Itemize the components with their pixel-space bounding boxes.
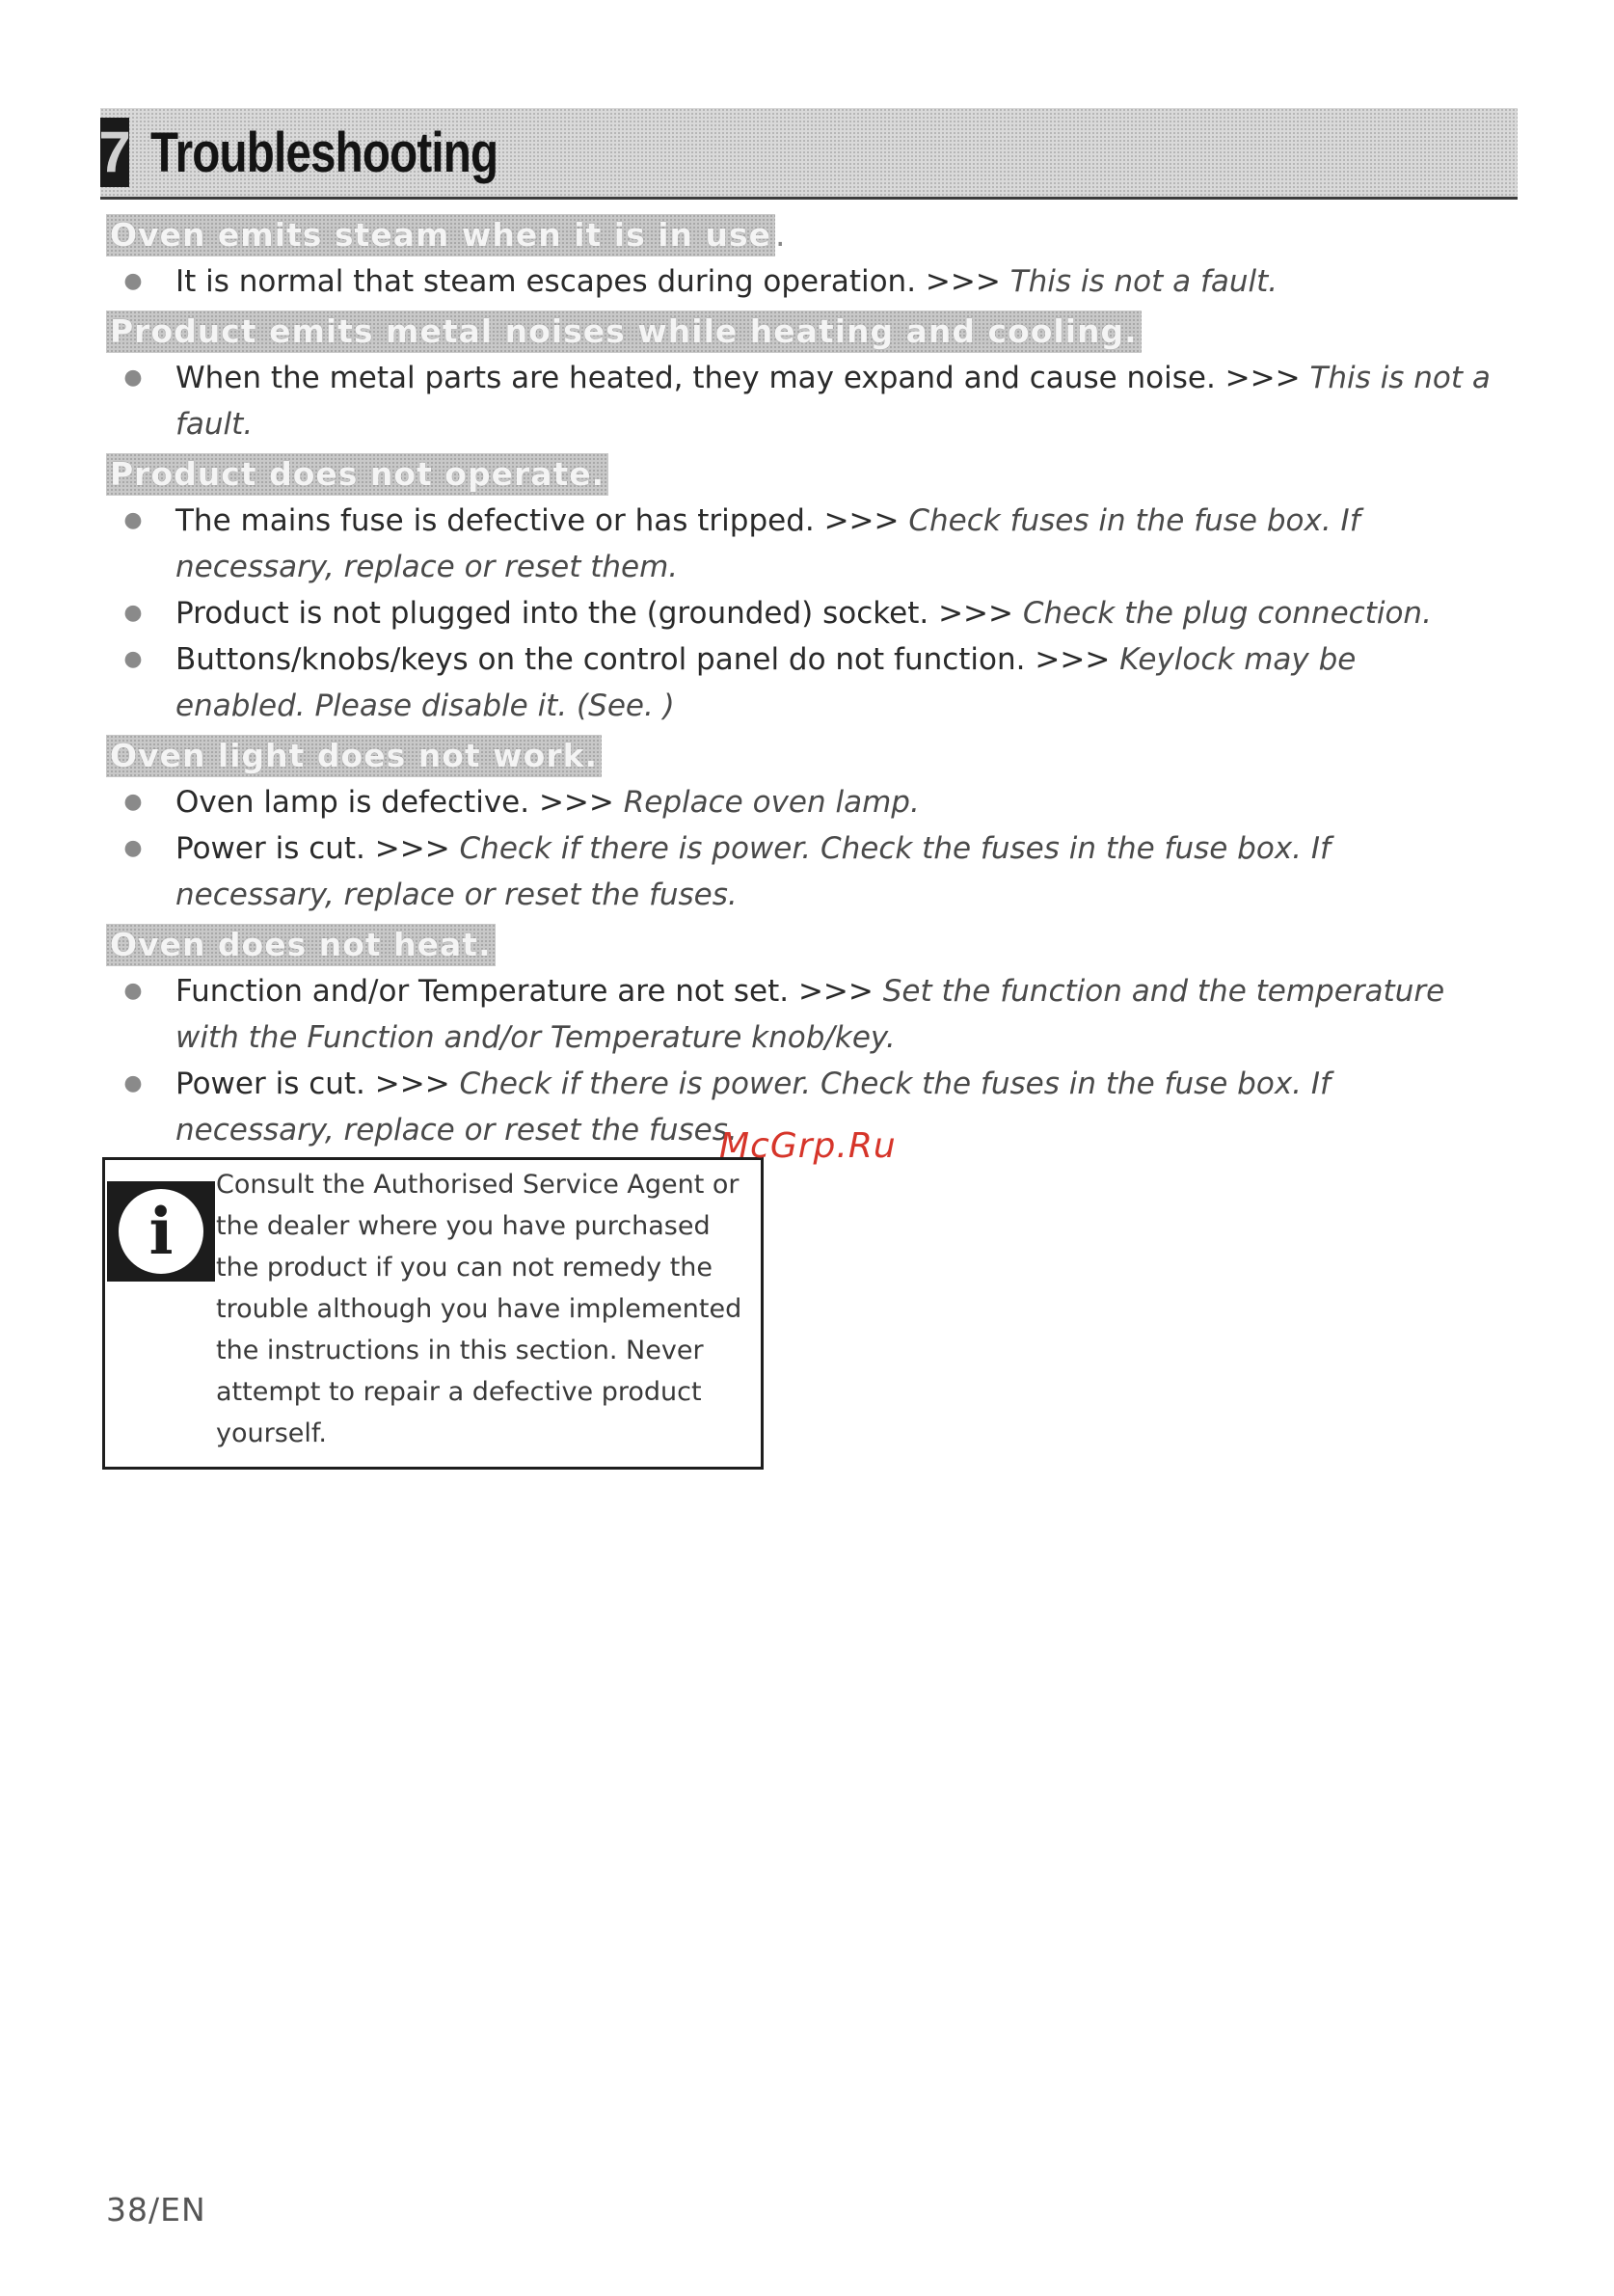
info-icon <box>107 1181 215 1282</box>
watermark: McGrp.Ru <box>719 1126 897 1166</box>
list-item <box>106 968 1494 1061</box>
list-item <box>106 498 1494 590</box>
info-symbol: i <box>119 1189 203 1274</box>
item-remedy: Check fuses in the fuse box. If necessary, replace or reset them. <box>175 503 1360 584</box>
chapter-number: 7 <box>100 118 129 187</box>
section-heading: Product does not operate. <box>106 453 608 496</box>
section-does-not-heat <box>106 918 1494 1153</box>
section-light-not-work <box>106 729 1494 918</box>
item-list <box>106 355 1494 447</box>
section-does-not-operate <box>106 447 1494 729</box>
list-item <box>106 590 1494 636</box>
bullet-icon: ● <box>123 365 143 390</box>
item-cause: Oven lamp is defective. >>> <box>175 785 624 820</box>
troubleshooting-content <box>106 208 1494 1153</box>
bullet-icon: ● <box>123 601 143 625</box>
item-cause: It is normal that steam escapes during operation. >>> <box>175 264 1010 299</box>
info-note-text: Consult the Authorised Service Agent or the dealer where you have purchased the product if you can not remedy the trouble although you have implemented the instructions in this section. Never attempt to repair a defective product yourself. <box>216 1170 742 1448</box>
bullet-icon: ● <box>123 979 143 1003</box>
bullet-icon: ● <box>123 508 143 532</box>
bullet-icon: ● <box>123 836 143 860</box>
info-note-box <box>102 1157 764 1470</box>
item-cause: Product is not plugged into the (grounded) socket. >>> <box>175 596 1023 631</box>
section-metal-noises <box>106 305 1494 447</box>
chapter-title: Troubleshooting <box>150 122 498 184</box>
item-remedy: Check if there is power. Check the fuses in the fuse box. If necessary, replace or reset the fuses. <box>175 1067 1331 1148</box>
item-remedy: Check the plug connection. <box>1022 596 1432 631</box>
item-remedy: Keylock may be enabled. Please disable it. (See. ) <box>175 642 1357 723</box>
item-cause: Power is cut. >>> <box>175 831 460 866</box>
bullet-icon: ● <box>123 647 143 671</box>
list-item <box>106 355 1494 447</box>
section-heading: Oven emits steam when it is in use <box>106 214 775 257</box>
item-cause: Power is cut. >>> <box>175 1067 460 1101</box>
section-heading: Oven does not heat. <box>106 924 496 966</box>
chapter-header <box>100 108 1518 200</box>
item-cause: The mains fuse is defective or has tripped. >>> <box>175 503 909 538</box>
item-remedy: Check if there is power. Check the fuses in the fuse box. If necessary, replace or reset the fuses. <box>175 831 1331 912</box>
list-item <box>106 258 1494 305</box>
heading-trailing: . <box>775 216 786 254</box>
list-item <box>106 636 1494 729</box>
bullet-icon: ● <box>123 269 143 293</box>
list-item <box>106 779 1494 825</box>
item-cause: When the metal parts are heated, they may expand and cause noise. >>> <box>175 361 1310 395</box>
item-remedy: This is not a fault. <box>1009 264 1278 299</box>
section-heading: Product emits metal noises while heating and cooling. <box>106 311 1142 353</box>
item-list <box>106 258 1494 305</box>
list-item <box>106 825 1494 918</box>
item-list <box>106 779 1494 918</box>
item-remedy: Set the function and the temperature with the Function and/or Temperature knob/key. <box>175 974 1445 1055</box>
bullet-icon: ● <box>123 1071 143 1095</box>
item-remedy: Replace oven lamp. <box>623 785 920 820</box>
item-list <box>106 498 1494 729</box>
section-oven-steam <box>106 208 1494 305</box>
section-heading: Oven light does not work. <box>106 735 602 777</box>
bullet-icon: ● <box>123 790 143 814</box>
page-number: 38/EN <box>106 2191 206 2228</box>
item-remedy: This is not a fault. <box>175 361 1491 442</box>
item-cause: Buttons/knobs/keys on the control panel do not function. >>> <box>175 642 1120 677</box>
item-cause: Function and/or Temperature are not set. >>> <box>175 974 883 1009</box>
